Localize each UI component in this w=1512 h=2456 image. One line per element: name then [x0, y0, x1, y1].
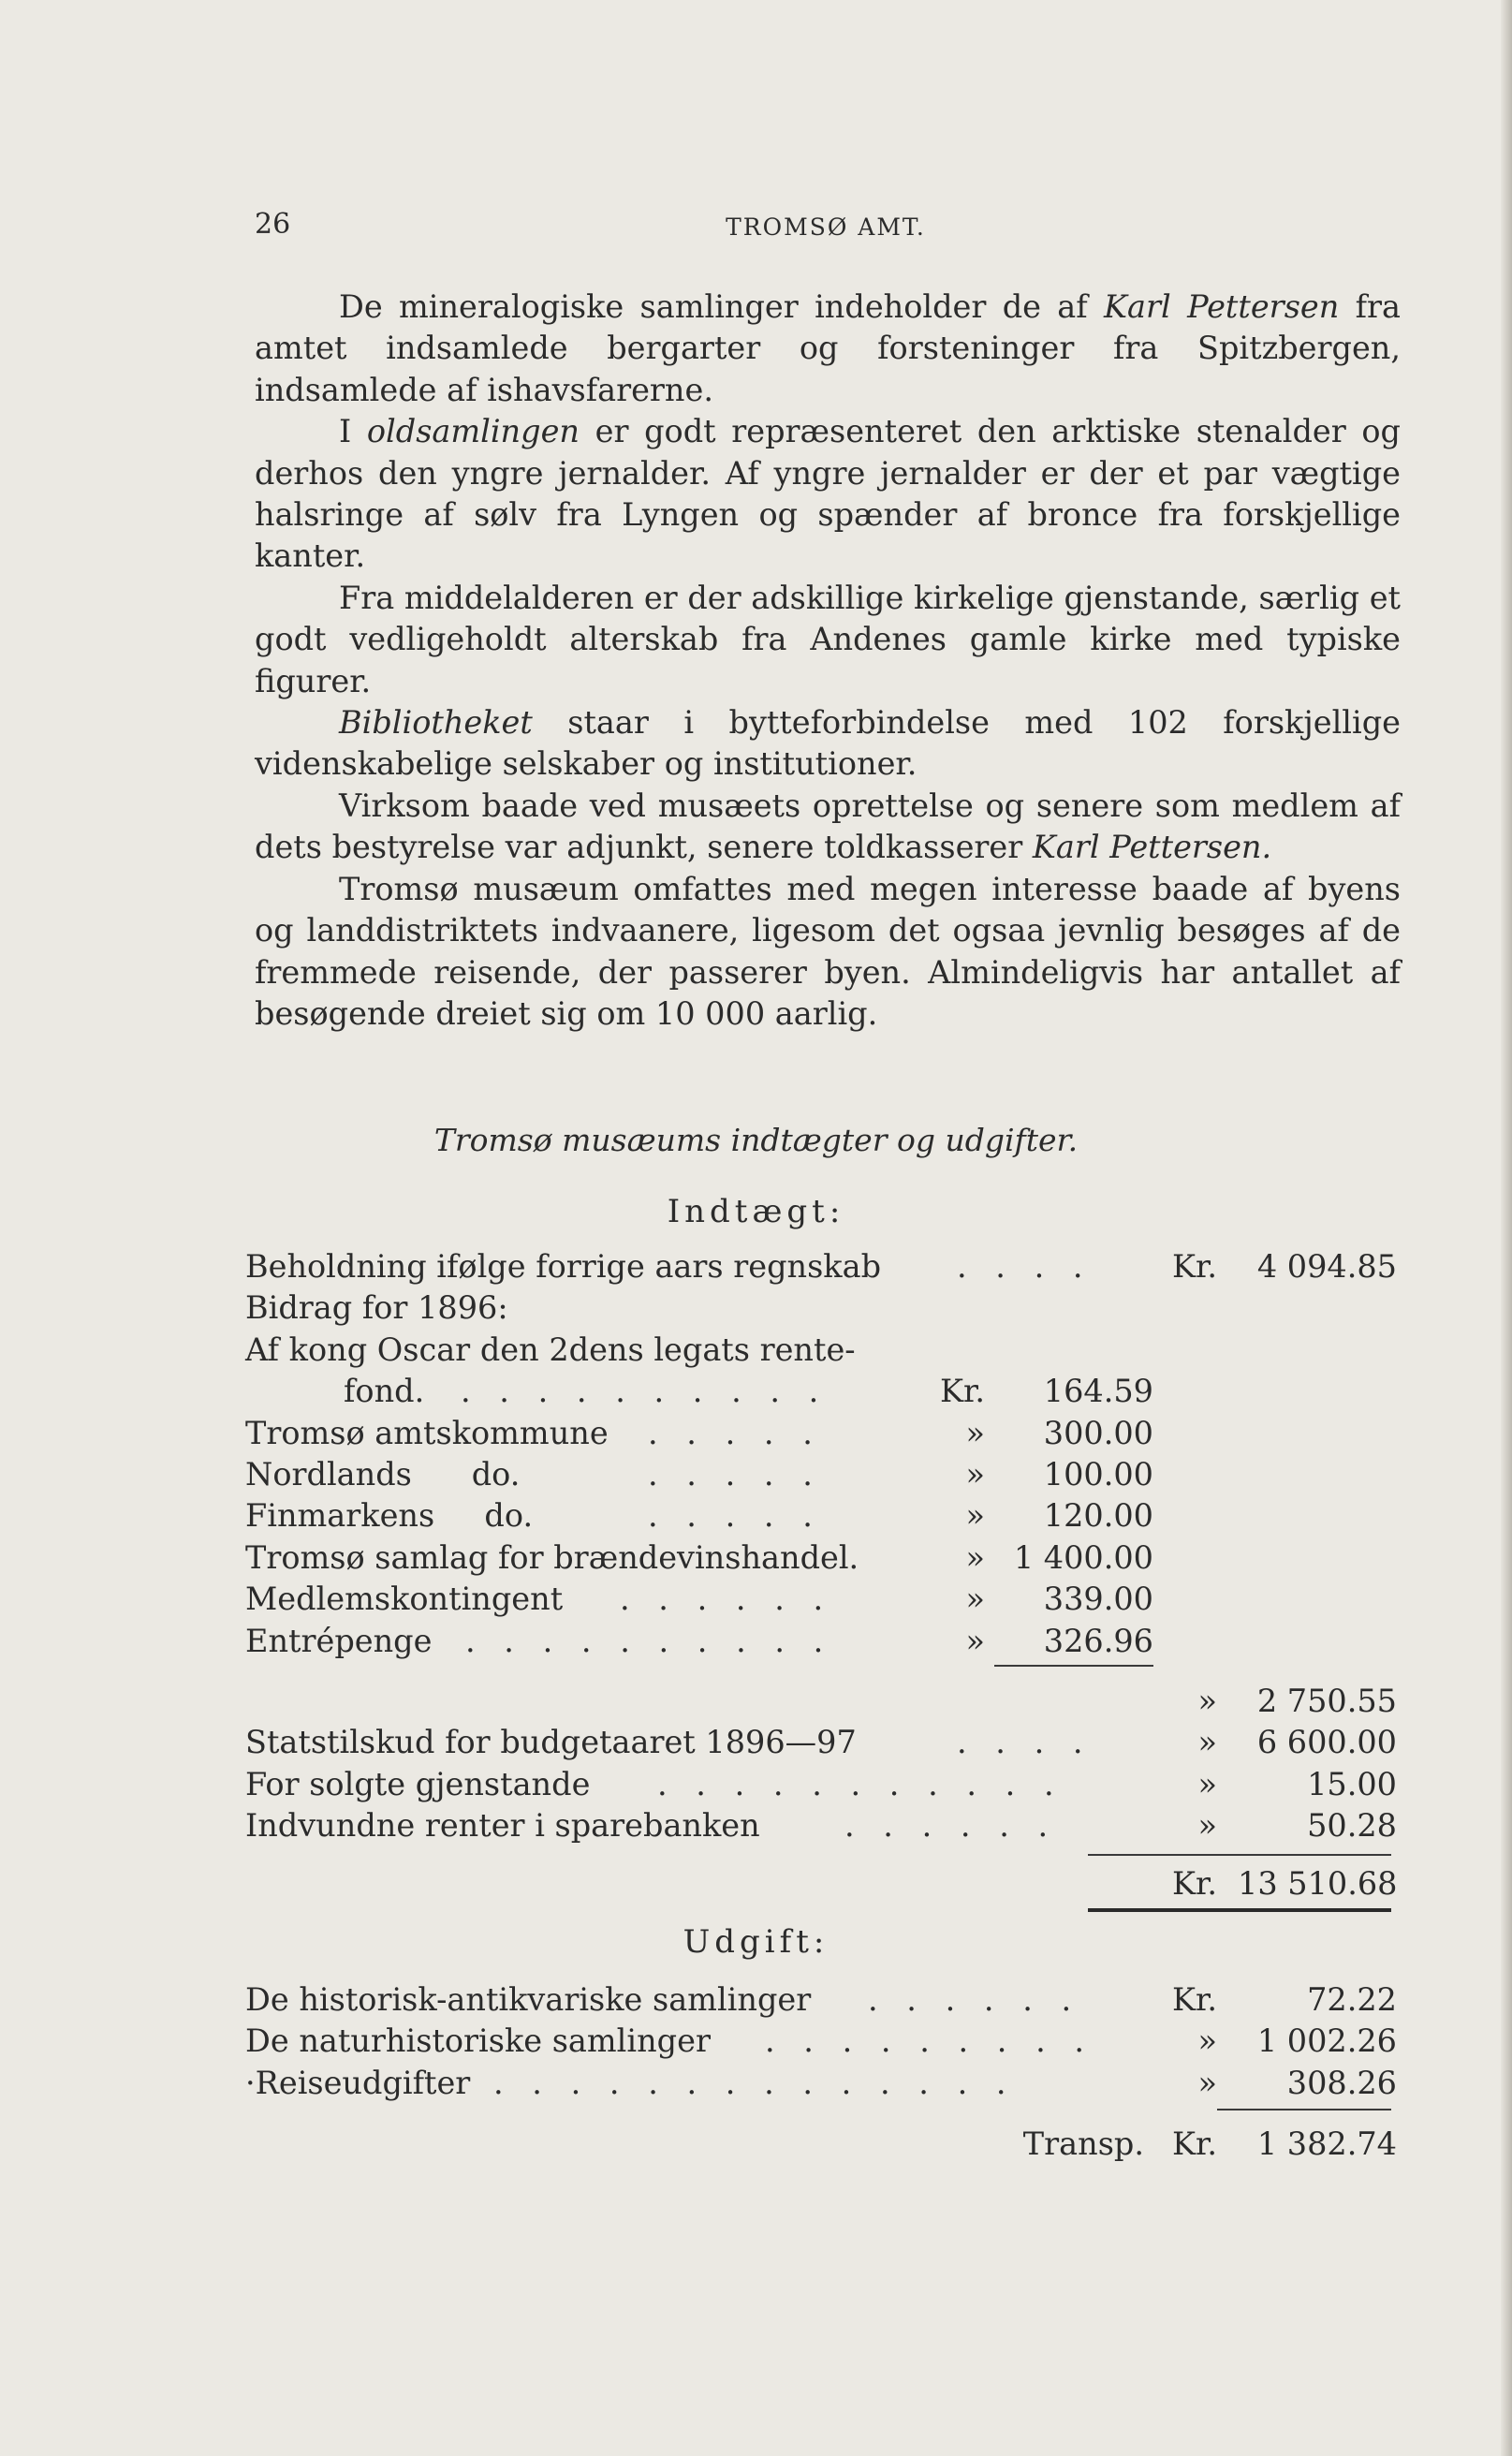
- table-row: Bidrag for 1896:: [245, 1289, 508, 1327]
- table-row: Statstilskud for budgetaaret 1896—97 . . . . » 6 600.00: [245, 1724, 1397, 1761]
- page-header: [255, 208, 1397, 245]
- total-rule-bottom: [1088, 1908, 1391, 1912]
- paragraph-middle-ages: Fra middelalderen er der adskillige kirkelige gjenstande, særlig et godt vedligeholdt alterskab fra Andenes gamle kirke med typiske figurer.: [255, 579, 1401, 699]
- body-text: [255, 287, 1401, 1035]
- table-row: De historisk-antikvariske samlinger . . . . . . Kr. 72.22: [245, 1981, 1397, 2018]
- total-rule-top: [1088, 1854, 1391, 1856]
- paragraph-visitors: Tromsø musæum omfattes med megen interesse baade af byens og landdistriktets indvaanere, ligesom det ogsaa jevnlig besøges af de fremmede reisende, der passerer byen. Almindeligvis har antallet af besøgende dreiet sig om 10 000 aarlig.: [255, 870, 1401, 1032]
- accounts-title: Tromsø musæums indtægter og udgifter.: [433, 1122, 1079, 1158]
- income-table: [245, 1246, 1406, 1662]
- table-row: Finmarkens do. . . . . . » 120.00: [245, 1497, 1153, 1535]
- expense-table: [245, 1979, 1406, 2104]
- table-row: De naturhistoriske samlinger . . . . . . . . . » 1 002.26: [245, 2022, 1397, 2060]
- transport-rule: [1217, 2109, 1391, 2110]
- table-row: Beholdning ifølge forrige aars regnskab . . . . Kr. 4 094.85: [245, 1248, 1397, 1285]
- paragraph-library: Bibliotheket staar i bytteforbindelse med 102 forskjellige videnskabelige selskaber og institutioner.: [255, 704, 1401, 783]
- income-heading: Indtægt:: [667, 1193, 845, 1230]
- income-total: [245, 1863, 1406, 1905]
- page-number: 26: [255, 208, 291, 241]
- paragraph-antiquities: I oldsamlingen er godt repræsenteret den arktiske stenalder og derhos den yngre jernalder. Af yngre jernalder er der et par vægtige halsringe af sølv fra Lyngen og spænder af bronce fra forskjellige kanter.: [255, 413, 1401, 575]
- table-row: Transp. Kr. 1 382.74: [1022, 2125, 1397, 2162]
- table-row: Tromsø amtskommune . . . . . » 300.00: [245, 1414, 1153, 1451]
- table-row: Kr. 13 510.68: [1171, 1865, 1398, 1902]
- running-title: TROMSØ AMT.: [726, 213, 926, 241]
- table-row: ·Reiseudgifter . . . . . . . . . . . . . . » 308.26: [245, 2064, 1397, 2101]
- table-row: » 2 750.55: [1197, 1683, 1397, 1719]
- transport-row: [245, 2124, 1406, 2165]
- table-row: Indvundne renter i sparebanken . . . . . . » 50.28: [245, 1807, 1397, 1845]
- paragraph-founder: Virksom baade ved musæets oprettelse og senere som medlem af dets bestyrelse var adjunkt, senere toldkasserer Karl Pettersen.: [255, 787, 1401, 866]
- subtotal-rule: [994, 1665, 1153, 1667]
- table-row: For solgte gjenstande . . . . . . . . . . . » 15.00: [245, 1765, 1397, 1802]
- table-row: Entrépenge . . . . . . . . . . » 326.96: [245, 1622, 1153, 1659]
- expense-heading: Udgift:: [683, 1923, 829, 1961]
- table-row: Tromsø samlag for brændevinshandel. » 1 400.00: [245, 1538, 1153, 1576]
- paragraph-mineralogy: De mineralogiske samlinger indeholder de af Karl Pettersen fra amtet indsamlede bergarter og forsteninger fra Spitzbergen, indsamlede af ishavsfarerne.: [255, 288, 1402, 408]
- income-table-continued: [245, 1681, 1406, 1847]
- table-row: Medlemskontingent . . . . . . » 339.00: [245, 1581, 1153, 1618]
- table-row: Af kong Oscar den 2dens legats rente-: [245, 1331, 856, 1368]
- table-row: Nordlands do. . . . . . » 100.00: [245, 1455, 1153, 1493]
- table-row: fond. . . . . . . . . . . Kr. 164.59: [344, 1373, 1153, 1410]
